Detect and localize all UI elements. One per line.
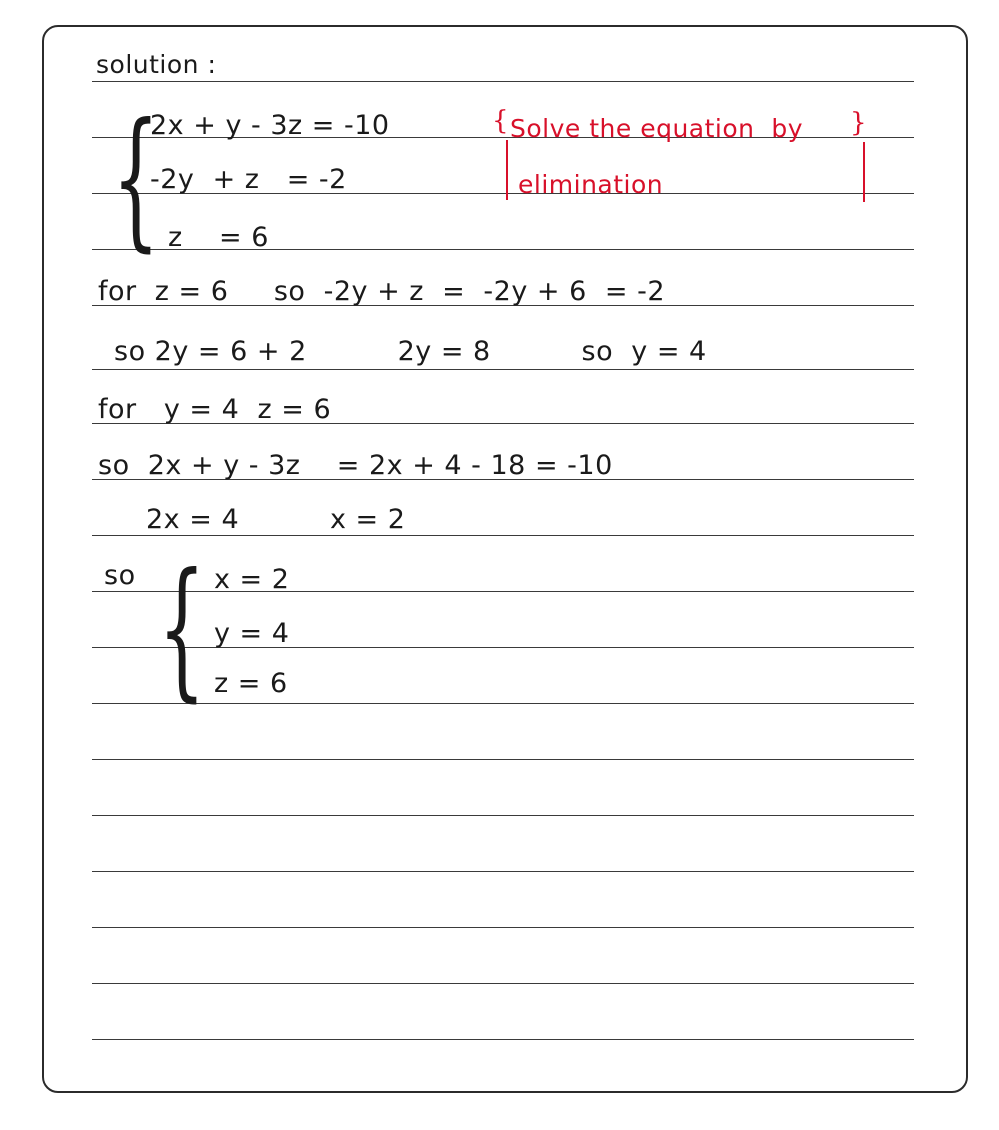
system-brace: {: [112, 92, 160, 266]
final-brace: {: [158, 542, 206, 716]
note-line-1: Solve the equation by: [510, 114, 804, 143]
ruled-line: [92, 369, 914, 370]
final-z: z = 6: [214, 668, 288, 699]
ruled-line: [92, 871, 914, 872]
note-right-bar: [863, 142, 865, 202]
equation-2: -2y + z = -2: [150, 164, 347, 195]
step-1: for z = 6 so -2y + z = -2y + 6 = -2: [98, 276, 666, 307]
note-left-brace: {: [492, 106, 509, 136]
ruled-line: [92, 759, 914, 760]
step-2: so 2y = 6 + 2 2y = 8 so y = 4: [114, 336, 707, 367]
ruled-line: [92, 703, 914, 704]
ruled-line: [92, 1039, 914, 1040]
note-line-2: elimination: [518, 170, 664, 199]
ruled-line: [92, 81, 914, 82]
step-3: for y = 4 z = 6: [98, 394, 332, 425]
step-5: 2x = 4 x = 2: [146, 504, 406, 535]
equation-3: z = 6: [168, 222, 269, 253]
note-left-bar: [506, 140, 508, 200]
ruled-line: [92, 983, 914, 984]
note-right-brace: }: [850, 108, 867, 138]
ruled-line: [92, 535, 914, 536]
final-x: x = 2: [214, 564, 290, 595]
ruled-line: [92, 927, 914, 928]
equation-1: 2x + y - 3z = -10: [150, 110, 390, 141]
final-label: so: [104, 560, 136, 591]
final-y: y = 4: [214, 618, 290, 649]
solution-heading: solution :: [96, 50, 217, 79]
step-4: so 2x + y - 3z = 2x + 4 - 18 = -10: [98, 450, 613, 481]
ruled-line: [92, 815, 914, 816]
